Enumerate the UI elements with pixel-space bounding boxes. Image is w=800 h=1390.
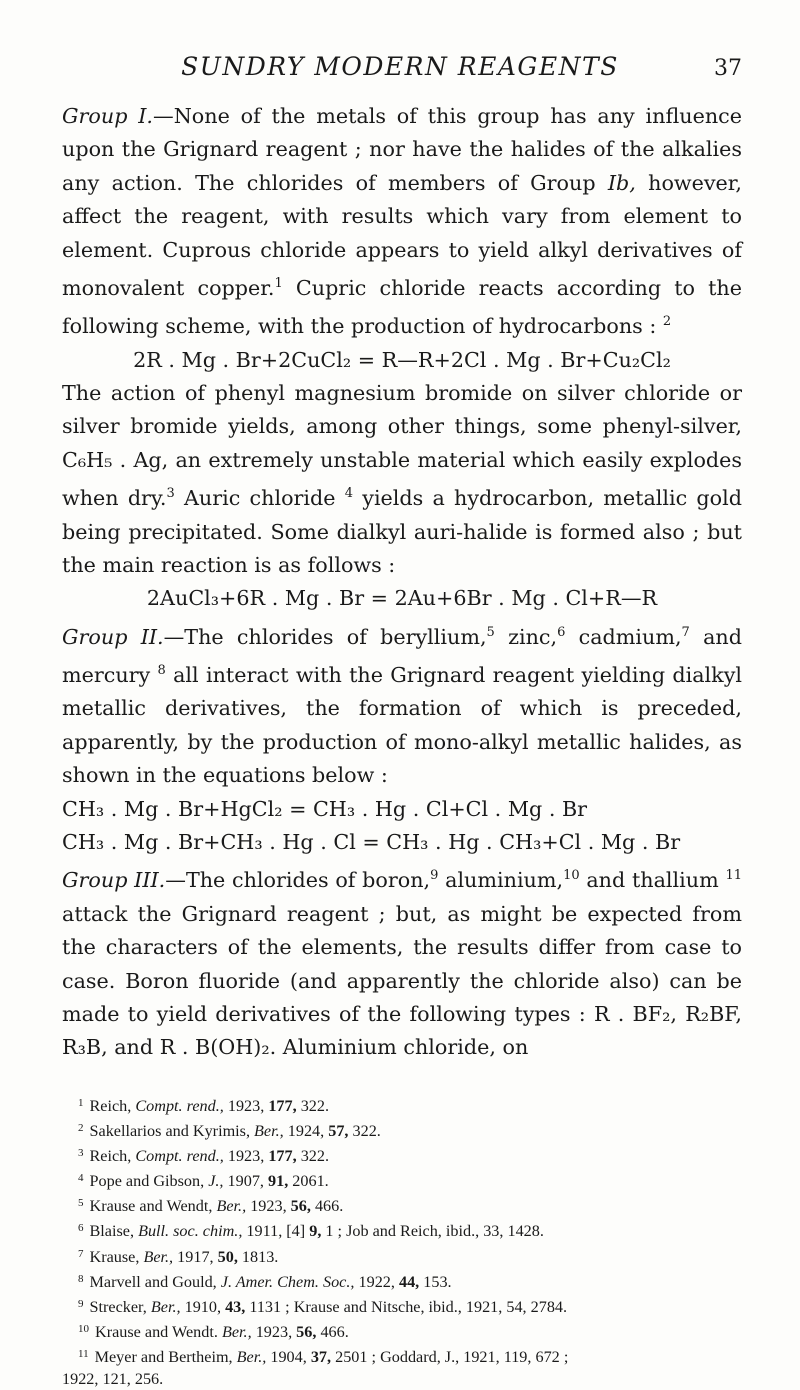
footnote-ref: 9 (430, 868, 439, 884)
footnote-journal: Ber., (236, 1347, 267, 1366)
footnote (62, 1217, 742, 1242)
footnote (62, 1293, 742, 1318)
footnote-author: Sakellarios and Kyrimis, (89, 1122, 255, 1141)
footnote-author: Krause and Wendt. (95, 1322, 222, 1341)
equation: 2AuCl₃+6R . Mg . Br = 2Au+6Br . Mg . Cl+R—R (146, 586, 658, 611)
footnote-year: 1917, (173, 1247, 218, 1266)
footnote (62, 1343, 742, 1368)
footnote-year: 1910, (180, 1297, 226, 1316)
footnote-year: 1923, (251, 1322, 297, 1341)
footnote-volume: 56, (296, 1322, 317, 1341)
footnote-author: Strecker, (89, 1297, 151, 1316)
footnote-number: 6 (78, 1222, 84, 1235)
footnote-page: 466. (310, 1197, 344, 1216)
footnote-journal: Compt. rend., (135, 1147, 224, 1166)
footnote (62, 1142, 742, 1167)
footnote (62, 1318, 742, 1343)
footnote-year: 1923, (223, 1097, 269, 1115)
footnote-volume: 43, (225, 1297, 246, 1316)
footnote (62, 1117, 742, 1142)
footnote-year: 1907, (223, 1172, 268, 1191)
footnote-number: 11 (78, 1347, 89, 1360)
footnote-ref: 7 (681, 624, 690, 640)
footnote-volume: 44, (398, 1272, 420, 1291)
footnote-year: 1904, (266, 1347, 311, 1366)
footnote-journal: Ber., (143, 1247, 174, 1266)
footnote-page: 322. (296, 1097, 330, 1115)
footnote (62, 1243, 742, 1268)
footnote-year: 1924, (283, 1122, 329, 1141)
footnote-volume: 91, (268, 1172, 289, 1191)
footnote-journal: Compt. rend., (135, 1097, 224, 1115)
footnote-author: Blaise, (89, 1222, 139, 1241)
footnote-ref: 1 (274, 276, 283, 292)
footnote-author: Reich, (89, 1097, 136, 1115)
footnote-number: 10 (78, 1322, 89, 1335)
paragraph-silver-gold: The action of phenyl magnesium bromide on silver chloride or silver bromide yields, among other things, some phenyl-silver, C₆H₅ . Ag, an extremely unstable material which easily explodes when dry.$^3$ Auric chloride $^4$ yields a hydrocarbon, metallic gold being precipitated. Some dialkyl auri-halide is formed also ; but the main reaction is as follows : (62, 381, 742, 577)
body-text (62, 100, 742, 1065)
footnote-journal: Ber., (150, 1297, 181, 1316)
footnote-page: 1813. (237, 1247, 279, 1266)
footnote-volume: 57, (328, 1122, 349, 1141)
equation: 2R . Mg . Br+2CuCl₂ = R—R+2Cl . Mg . Br+Cu₂Cl₂ (133, 347, 671, 372)
footnote-journal: Ber., (216, 1197, 247, 1216)
footnote-volume: 177, (268, 1097, 297, 1115)
footnote-number: 9 (78, 1297, 84, 1310)
footnote-continuation: 1922, 121, 256. (62, 1370, 164, 1389)
footnote-ref: 5 (486, 624, 495, 640)
page-header (0, 52, 800, 86)
footnote-ref: 6 (557, 624, 566, 640)
footnote-number: 1 (78, 1097, 84, 1109)
footnote-number: 8 (78, 1272, 84, 1285)
footnote-volume: 9, (309, 1222, 322, 1241)
footnote-volume: 56, (290, 1197, 311, 1216)
footnote-page: 153. (419, 1272, 452, 1291)
footnote-ref: 2 (662, 314, 672, 330)
footnote-ref: 11 (725, 868, 742, 884)
footnote-author: Krause, (89, 1247, 144, 1266)
footnote-year: 1923, (223, 1147, 269, 1166)
footnote-volume: 37, (310, 1347, 332, 1366)
footnote-volume: 177, (268, 1147, 297, 1166)
footnote-number: 2 (78, 1122, 84, 1135)
page-number: 37 (714, 56, 742, 81)
equation: CH₃ . Mg . Br+CH₃ . Hg . Cl = CH₃ . Hg . CH₃+Cl . Mg . Br (62, 829, 681, 854)
footnote-page: 466. (316, 1322, 349, 1341)
footnote-ref: 8 (157, 663, 166, 679)
footnote-author: Marvell and Gould, (89, 1272, 221, 1291)
footnote (62, 1192, 742, 1217)
paragraph-group-ii: Group II.—The chlorides of beryllium,$^5$ zinc,$^6$ cadmium,$^7$ and mercury $^8$ all interact with the Grignard reagent yielding dialkyl metallic derivatives, the formation of which is preceded, apparently, by the production of mono-alkyl metallic halides, as shown in the equations below : (62, 624, 743, 788)
footnotes (62, 1092, 742, 1390)
footnote-journal: Bull. soc. chim., (138, 1222, 243, 1241)
footnote-journal: J. Amer. Chem. Soc., (220, 1272, 355, 1291)
footnote-page: 322. (348, 1122, 381, 1141)
group-label: Group II. (62, 624, 164, 649)
footnote-ref: 10 (563, 868, 580, 884)
footnote-journal: Ber., (221, 1322, 252, 1341)
footnote (62, 1268, 742, 1293)
footnote-ref: 3 (166, 486, 175, 502)
footnote-page: 1131 ; Krause and Nitsche, ibid., 1921, 54, 2784. (245, 1297, 568, 1316)
footnote-author: Pope and Gibson, (89, 1172, 209, 1191)
footnote-year: 1922, (354, 1272, 399, 1291)
footnote-page: 2501 ; Goddard, J., 1921, 119, 672 ; (331, 1347, 569, 1366)
footnote-author: Meyer and Bertheim, (94, 1347, 237, 1366)
footnote-page: 1 ; Job and Reich, ibid., 33, 1428. (321, 1222, 544, 1241)
footnote (62, 1092, 742, 1117)
footnote-number: 7 (78, 1247, 84, 1260)
running-head: SUNDRY MODERN REAGENTS (181, 52, 619, 81)
footnote-author: Krause and Wendt, (89, 1197, 217, 1216)
footnote-journal: Ber., (254, 1122, 284, 1141)
footnote-number: 3 (78, 1147, 84, 1160)
footnote-journal: J., (208, 1172, 224, 1191)
footnote (62, 1167, 742, 1192)
footnote-year: 1911, [4] (242, 1222, 310, 1241)
group-label: Group III. (62, 868, 166, 893)
footnote-number: 4 (78, 1172, 84, 1185)
footnote-volume: 50, (217, 1247, 238, 1266)
paragraph-group-i: Group I.—None of the metals of this group has any influence upon the Grignard reagent ; nor have the halides of the alkalies any action. The chlorides of members of Group Ib, however, affect the reagent, with results which vary from element to element. Cuprous chloride appears to yield alkyl derivatives of monovalent copper.$^1$ Cupric chloride reacts according to the following scheme, with the production of hydrocarbons : $^2$ (62, 104, 743, 339)
footnote-author: Reich, (89, 1147, 136, 1166)
group-label: Group I. (62, 104, 153, 128)
footnote-year: 1923, (246, 1197, 291, 1216)
paragraph-group-iii: Group III.—The chlorides of boron,$^9$ aluminium,$^{10}$ and thallium $^{11}$ attack the Grignard reagent ; but, as might be expected from the characters of the elements, the results differ from case to case. Boron fluoride (and apparently the chloride also) can be made to yield derivatives of the following types : R . BF₂, R₂BF, R₃B, and R . B(OH)₂. Aluminium chloride, on (62, 868, 742, 1060)
equation: CH₃ . Mg . Br+HgCl₂ = CH₃ . Hg . Cl+Cl . Mg . Br (62, 796, 588, 821)
footnote-number: 5 (78, 1197, 84, 1210)
footnote-page: 2061. (288, 1172, 329, 1191)
footnote-ref: 4 (344, 486, 354, 502)
footnote-page: 322. (296, 1147, 330, 1166)
